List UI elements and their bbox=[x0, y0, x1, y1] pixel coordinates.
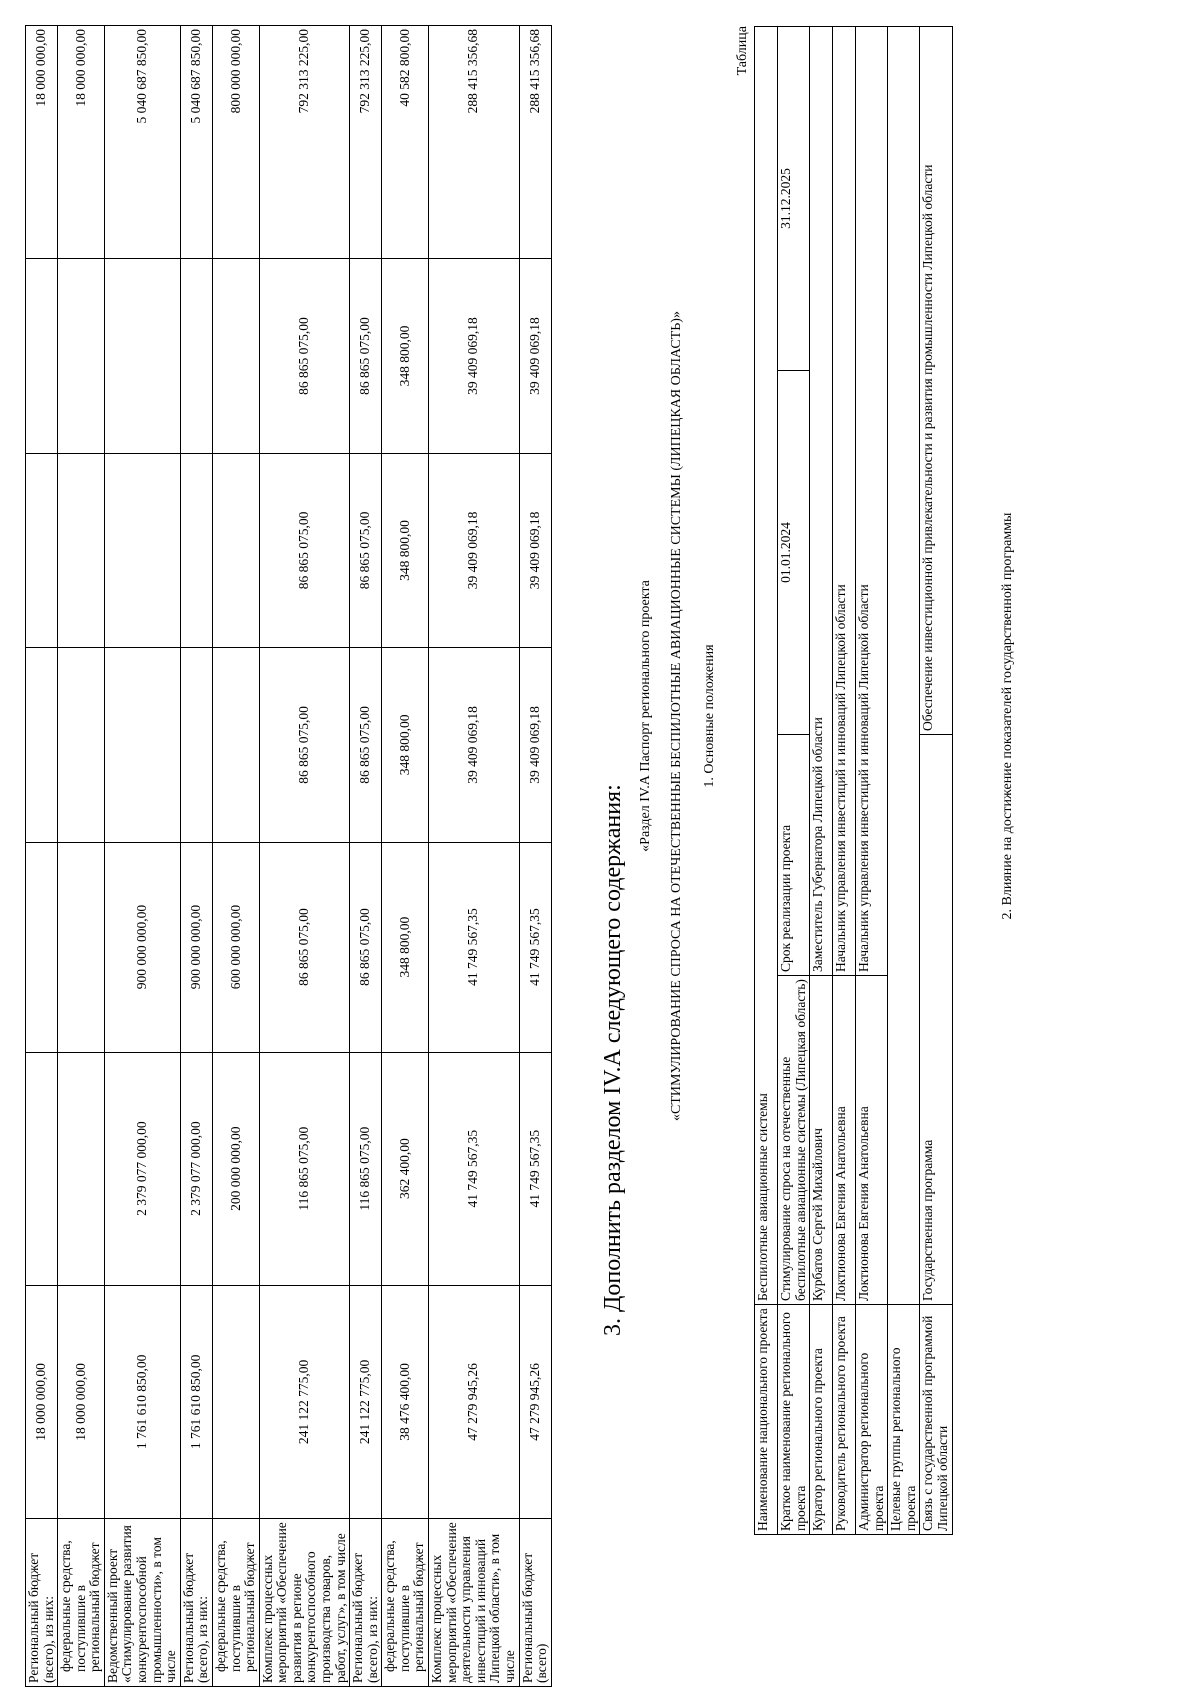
table-cell bbox=[58, 648, 105, 842]
table-cell: 800 000 000,00 bbox=[212, 26, 259, 259]
table-cell: 348 800,00 bbox=[382, 453, 429, 647]
table-cell: 41 749 567,35 bbox=[429, 842, 519, 1052]
table-cell: 86 865 075,00 bbox=[350, 453, 382, 647]
table-cell: 86 865 075,00 bbox=[259, 842, 349, 1052]
table-cell bbox=[58, 453, 105, 647]
table-cell bbox=[212, 259, 259, 453]
table-cell: 47 279 945,26 bbox=[429, 1285, 519, 1518]
table-cell: 600 000 000,00 bbox=[212, 842, 259, 1052]
table-cell: 116 865 075,00 bbox=[350, 1052, 382, 1285]
row-label: федеральные средства, поступившие в региональный бюджет bbox=[212, 1519, 259, 1687]
table-cell: 348 800,00 bbox=[382, 259, 429, 453]
passport-caption: «Раздел IV.А Паспорт регионального проекта bbox=[638, 580, 653, 852]
table-cell: 41 749 567,35 bbox=[519, 1052, 551, 1285]
table-cell: 1 761 610 850,00 bbox=[104, 1285, 180, 1518]
table-cell: 41 749 567,35 bbox=[429, 1052, 519, 1285]
table-row bbox=[888, 27, 920, 1535]
project-title: «СТИМУЛИРОВАНИЕ СПРОСА НА ОТЕЧЕСТВЕННЫЕ БЕСПИЛОТНЫЕ АВИАЦИОННЫЕ СИСТЕМЫ (ЛИПЕЦКАЯ ОБЛАСТЬ)» bbox=[669, 311, 684, 1121]
table-row bbox=[350, 26, 382, 1687]
table-cell: 86 865 075,00 bbox=[259, 259, 349, 453]
term-end: 31.12.2025 bbox=[778, 27, 810, 371]
table-row bbox=[810, 27, 833, 1535]
table-cell: 39 409 069,18 bbox=[429, 259, 519, 453]
table-cell: 288 415 356,68 bbox=[429, 26, 519, 259]
table-cell bbox=[212, 1285, 259, 1518]
table-row bbox=[58, 26, 105, 1687]
target-groups-value bbox=[888, 27, 920, 1305]
table-cell bbox=[104, 259, 180, 453]
curator-position: Заместитель Губернатора Липецкой области bbox=[810, 27, 833, 976]
program-link-label: Связь с государственной программой Липецкой области bbox=[920, 1305, 952, 1535]
table-cell bbox=[180, 453, 212, 647]
head-position: Начальник управления инвестиций и инноваций Липецкой области bbox=[833, 27, 856, 976]
admin-name: Локтионова Евгения Анатольевна bbox=[856, 976, 888, 1305]
table-cell: 362 400,00 bbox=[382, 1052, 429, 1285]
table-cell bbox=[26, 1052, 58, 1285]
passport-table bbox=[754, 26, 953, 1535]
table-cell: 18 000 000,00 bbox=[26, 1285, 58, 1518]
table-row bbox=[833, 27, 856, 1535]
row-label: Региональный бюджет (всего), из них: bbox=[26, 1519, 58, 1687]
table-cell: 39 409 069,18 bbox=[519, 453, 551, 647]
row-label: Комплекс процессных мероприятий «Обеспечение развития в регионе конкурентоспособного производства товаров, работ, услуг», в том числе bbox=[259, 1519, 349, 1687]
table-cell bbox=[58, 1052, 105, 1285]
row-label: Региональный бюджет (всего) bbox=[519, 1519, 551, 1687]
table-cell bbox=[26, 259, 58, 453]
curator-name: Курбатов Сергей Михайлович bbox=[810, 976, 833, 1305]
table-cell: 39 409 069,18 bbox=[519, 259, 551, 453]
indicators-caption: 2. Влияние на достижение показателей государственной программы bbox=[1000, 512, 1015, 920]
table-row bbox=[519, 26, 551, 1687]
program-link-type: Государственная программа bbox=[920, 735, 952, 1305]
table-cell: 900 000 000,00 bbox=[104, 842, 180, 1052]
table-label: Таблица bbox=[735, 26, 750, 76]
table-cell: 5 040 687 850,00 bbox=[104, 26, 180, 259]
table-cell: 38 476 400,00 bbox=[382, 1285, 429, 1518]
table-cell: 18 000 000,00 bbox=[58, 1285, 105, 1518]
table-cell bbox=[104, 453, 180, 647]
admin-position: Начальник управления инвестиций и инноваций Липецкой области bbox=[856, 27, 888, 976]
table-cell: 18 000 000,00 bbox=[26, 26, 58, 259]
program-link-value: Обеспечение инвестиционной привлекательности и развития промышленности Липецкой области bbox=[920, 27, 952, 735]
table-cell: 348 800,00 bbox=[382, 648, 429, 842]
table-cell bbox=[58, 842, 105, 1052]
section-heading: 3. Дополнить разделом IV.А следующего содержания: bbox=[600, 784, 626, 1336]
row-label: федеральные средства, поступившие в региональный бюджет bbox=[58, 1519, 105, 1687]
table-cell: 116 865 075,00 bbox=[259, 1052, 349, 1285]
table-cell: 2 379 077 000,00 bbox=[104, 1052, 180, 1285]
table-cell: 5 040 687 850,00 bbox=[180, 26, 212, 259]
table-row bbox=[212, 26, 259, 1687]
national-project-label: Наименование национального проекта bbox=[755, 1305, 778, 1535]
table-cell: 39 409 069,18 bbox=[429, 453, 519, 647]
table-row bbox=[382, 26, 429, 1687]
row-label: федеральные средства, поступившие в региональный бюджет bbox=[382, 1519, 429, 1687]
curator-label: Куратор регионального проекта bbox=[810, 1305, 833, 1535]
table-cell bbox=[26, 453, 58, 647]
table-cell: 348 800,00 bbox=[382, 842, 429, 1052]
table-cell: 86 865 075,00 bbox=[259, 453, 349, 647]
row-label: Региональный бюджет (всего), из них: bbox=[350, 1519, 382, 1687]
row-label: Комплекс процессных мероприятий «Обеспечение деятельности управления инвестиций и инноваций Липецкой области», в том числе bbox=[429, 1519, 519, 1687]
finance-table bbox=[25, 25, 552, 1687]
short-name-value: Стимулирование спроса на отечественные беспилотные авиационные системы (Липецкая область) bbox=[778, 976, 810, 1305]
head-name: Локтионова Евгения Анатольевна bbox=[833, 976, 856, 1305]
table-cell: 40 582 800,00 bbox=[382, 26, 429, 259]
table-cell: 18 000 000,00 bbox=[58, 26, 105, 259]
table-cell: 47 279 945,26 bbox=[519, 1285, 551, 1518]
table-row bbox=[104, 26, 180, 1687]
table-cell: 39 409 069,18 bbox=[519, 648, 551, 842]
table-cell bbox=[26, 842, 58, 1052]
table-cell: 39 409 069,18 bbox=[429, 648, 519, 842]
term-start: 01.01.2024 bbox=[778, 371, 810, 735]
table-row bbox=[755, 27, 778, 1535]
table-cell: 900 000 000,00 bbox=[180, 842, 212, 1052]
table-cell bbox=[212, 453, 259, 647]
head-label: Руководитель регионального проекта bbox=[833, 1305, 856, 1535]
table-cell: 41 749 567,35 bbox=[519, 842, 551, 1052]
table-cell: 792 313 225,00 bbox=[259, 26, 349, 259]
table-cell bbox=[180, 648, 212, 842]
table-cell: 241 122 775,00 bbox=[350, 1285, 382, 1518]
table-cell: 2 379 077 000,00 bbox=[180, 1052, 212, 1285]
finance-table-body bbox=[26, 26, 552, 1687]
table-cell bbox=[26, 648, 58, 842]
table-row bbox=[856, 27, 888, 1535]
table-cell bbox=[212, 648, 259, 842]
table-cell: 288 415 356,68 bbox=[519, 26, 551, 259]
table-row bbox=[180, 26, 212, 1687]
short-name-label: Краткое наименование регионального проекта bbox=[778, 1305, 810, 1535]
national-project-value: Беспилотные авиационные системы bbox=[755, 27, 778, 1305]
table-cell: 86 865 075,00 bbox=[350, 648, 382, 842]
table-cell: 86 865 075,00 bbox=[350, 259, 382, 453]
general-provisions-caption: 1. Основные положения bbox=[702, 644, 717, 788]
target-groups-label: Целевые группы регионального проекта bbox=[888, 1305, 920, 1535]
table-cell bbox=[180, 259, 212, 453]
row-label: Ведомственный проект «Стимулирование развития конкурентоспособной промышленности», в том числе bbox=[104, 1519, 180, 1687]
table-cell: 1 761 610 850,00 bbox=[180, 1285, 212, 1518]
table-cell: 241 122 775,00 bbox=[259, 1285, 349, 1518]
table-cell bbox=[58, 259, 105, 453]
admin-label: Администратор регионального проекта bbox=[856, 1305, 888, 1535]
table-cell: 86 865 075,00 bbox=[350, 842, 382, 1052]
table-row bbox=[259, 26, 349, 1687]
table-row bbox=[778, 27, 810, 1535]
term-label: Срок реализации проекта bbox=[778, 735, 810, 976]
table-row bbox=[429, 26, 519, 1687]
table-cell: 200 000 000,00 bbox=[212, 1052, 259, 1285]
table-row bbox=[26, 26, 58, 1687]
table-row bbox=[920, 27, 952, 1535]
table-cell bbox=[104, 648, 180, 842]
row-label: Региональный бюджет (всего), из них: bbox=[180, 1519, 212, 1687]
table-cell: 792 313 225,00 bbox=[350, 26, 382, 259]
table-cell: 86 865 075,00 bbox=[259, 648, 349, 842]
